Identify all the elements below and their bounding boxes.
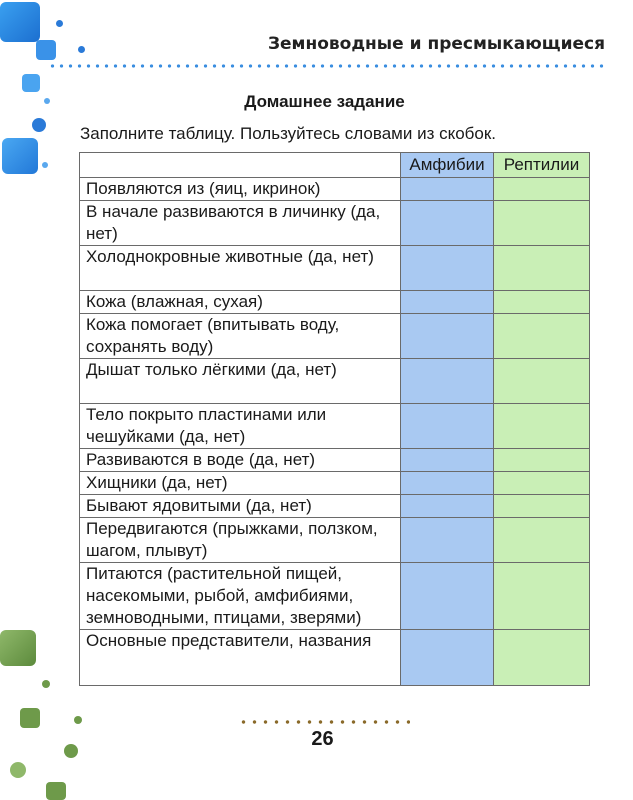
green-square-decoration — [46, 782, 66, 800]
table-row — [80, 449, 590, 472]
reptiles-answer-cell[interactable] — [494, 404, 590, 449]
reptiles-answer-cell[interactable] — [494, 178, 590, 201]
header-cell-reptiles: Рептилии — [494, 153, 590, 178]
reptiles-answer-cell[interactable] — [494, 201, 590, 246]
reptiles-answer-cell[interactable] — [494, 314, 590, 359]
homework-instruction: Заполните таблицу. Пользуйтесь словами из скобок. — [80, 124, 497, 143]
table-row — [80, 563, 590, 630]
blue-square-decoration — [2, 138, 38, 174]
amphibians-answer-cell[interactable] — [401, 314, 494, 359]
amphibians-answer-cell[interactable] — [401, 178, 494, 201]
footer-dotted-divider — [238, 719, 410, 725]
table-row — [80, 472, 590, 495]
amphibians-answer-cell[interactable] — [401, 495, 494, 518]
amphibians-answer-cell[interactable] — [401, 246, 494, 291]
green-square-decoration — [0, 630, 36, 666]
reptiles-answer-cell[interactable] — [494, 472, 590, 495]
amphibians-answer-cell[interactable] — [401, 449, 494, 472]
amphibians-answer-cell[interactable] — [401, 563, 494, 630]
reptiles-answer-cell[interactable] — [494, 518, 590, 563]
blue-dot-decoration — [32, 118, 46, 132]
table-row — [80, 314, 590, 359]
row-property-label: Тело покрыто пластинами или чешуйками (да, нет) — [80, 404, 401, 449]
table-row — [80, 178, 590, 201]
table-row — [80, 359, 590, 404]
amphibians-answer-cell[interactable] — [401, 630, 494, 686]
reptiles-answer-cell[interactable] — [494, 495, 590, 518]
amphibians-answer-cell[interactable] — [401, 291, 494, 314]
table-row — [80, 246, 590, 291]
row-property-label: Дышат только лёгкими (да, нет) — [80, 359, 401, 404]
amphibians-answer-cell[interactable] — [401, 201, 494, 246]
blue-dot-decoration — [42, 162, 48, 168]
amphibians-answer-cell[interactable] — [401, 404, 494, 449]
reptiles-answer-cell[interactable] — [494, 359, 590, 404]
table-row — [80, 630, 590, 686]
homework-title: Домашнее задание — [244, 92, 405, 111]
amphibians-answer-cell[interactable] — [401, 518, 494, 563]
row-property-label: Появляются из (яиц, икринок) — [80, 178, 401, 201]
reptiles-answer-cell[interactable] — [494, 630, 590, 686]
table-row — [80, 201, 590, 246]
blue-square-decoration — [36, 40, 56, 60]
row-property-label: В начале развиваются в личинку (да, нет) — [80, 201, 401, 246]
blue-dot-decoration — [78, 46, 85, 53]
chapter-title: Земноводные и пресмыкающиеся — [267, 34, 605, 54]
row-property-label: Хищники (да, нет) — [80, 472, 401, 495]
table-row — [80, 518, 590, 563]
row-property-label: Холоднокровные животные (да, нет) — [80, 246, 401, 291]
row-property-label: Кожа (влажная, сухая) — [80, 291, 401, 314]
table-row — [80, 404, 590, 449]
reptiles-answer-cell[interactable] — [494, 291, 590, 314]
table-row — [80, 291, 590, 314]
row-property-label: Основные представители, названия — [80, 630, 401, 686]
reptiles-answer-cell[interactable] — [494, 246, 590, 291]
blue-dot-decoration — [56, 20, 63, 27]
row-property-label: Кожа помогает (впитывать воду, сохранять воду) — [80, 314, 401, 359]
table-row — [80, 495, 590, 518]
row-property-label: Бывают ядовитыми (да, нет) — [80, 495, 401, 518]
green-dot-decoration — [74, 716, 82, 724]
blue-square-decoration — [22, 74, 40, 92]
header-cell-property — [80, 153, 401, 178]
row-property-label: Питаются (растительной пищей, насекомыми, рыбой, амфибиями, земноводными, птицами, зверями) — [80, 563, 401, 630]
header-cell-amphibians: Амфибии — [401, 153, 494, 178]
reptiles-answer-cell[interactable] — [494, 449, 590, 472]
reptiles-answer-cell[interactable] — [494, 563, 590, 630]
row-property-label: Развиваются в воде (да, нет) — [80, 449, 401, 472]
amphibians-answer-cell[interactable] — [401, 359, 494, 404]
green-dot-decoration — [42, 680, 50, 688]
green-dot-decoration — [10, 762, 26, 778]
page-number: 26 — [311, 728, 334, 750]
green-square-decoration — [20, 708, 40, 728]
row-property-label: Передвигаются (прыжками, ползком, шагом, плывут) — [80, 518, 401, 563]
table-header-row — [80, 153, 590, 178]
header-dotted-divider — [48, 64, 608, 68]
blue-square-decoration — [0, 2, 40, 42]
homework-table — [79, 152, 590, 686]
amphibians-answer-cell[interactable] — [401, 472, 494, 495]
